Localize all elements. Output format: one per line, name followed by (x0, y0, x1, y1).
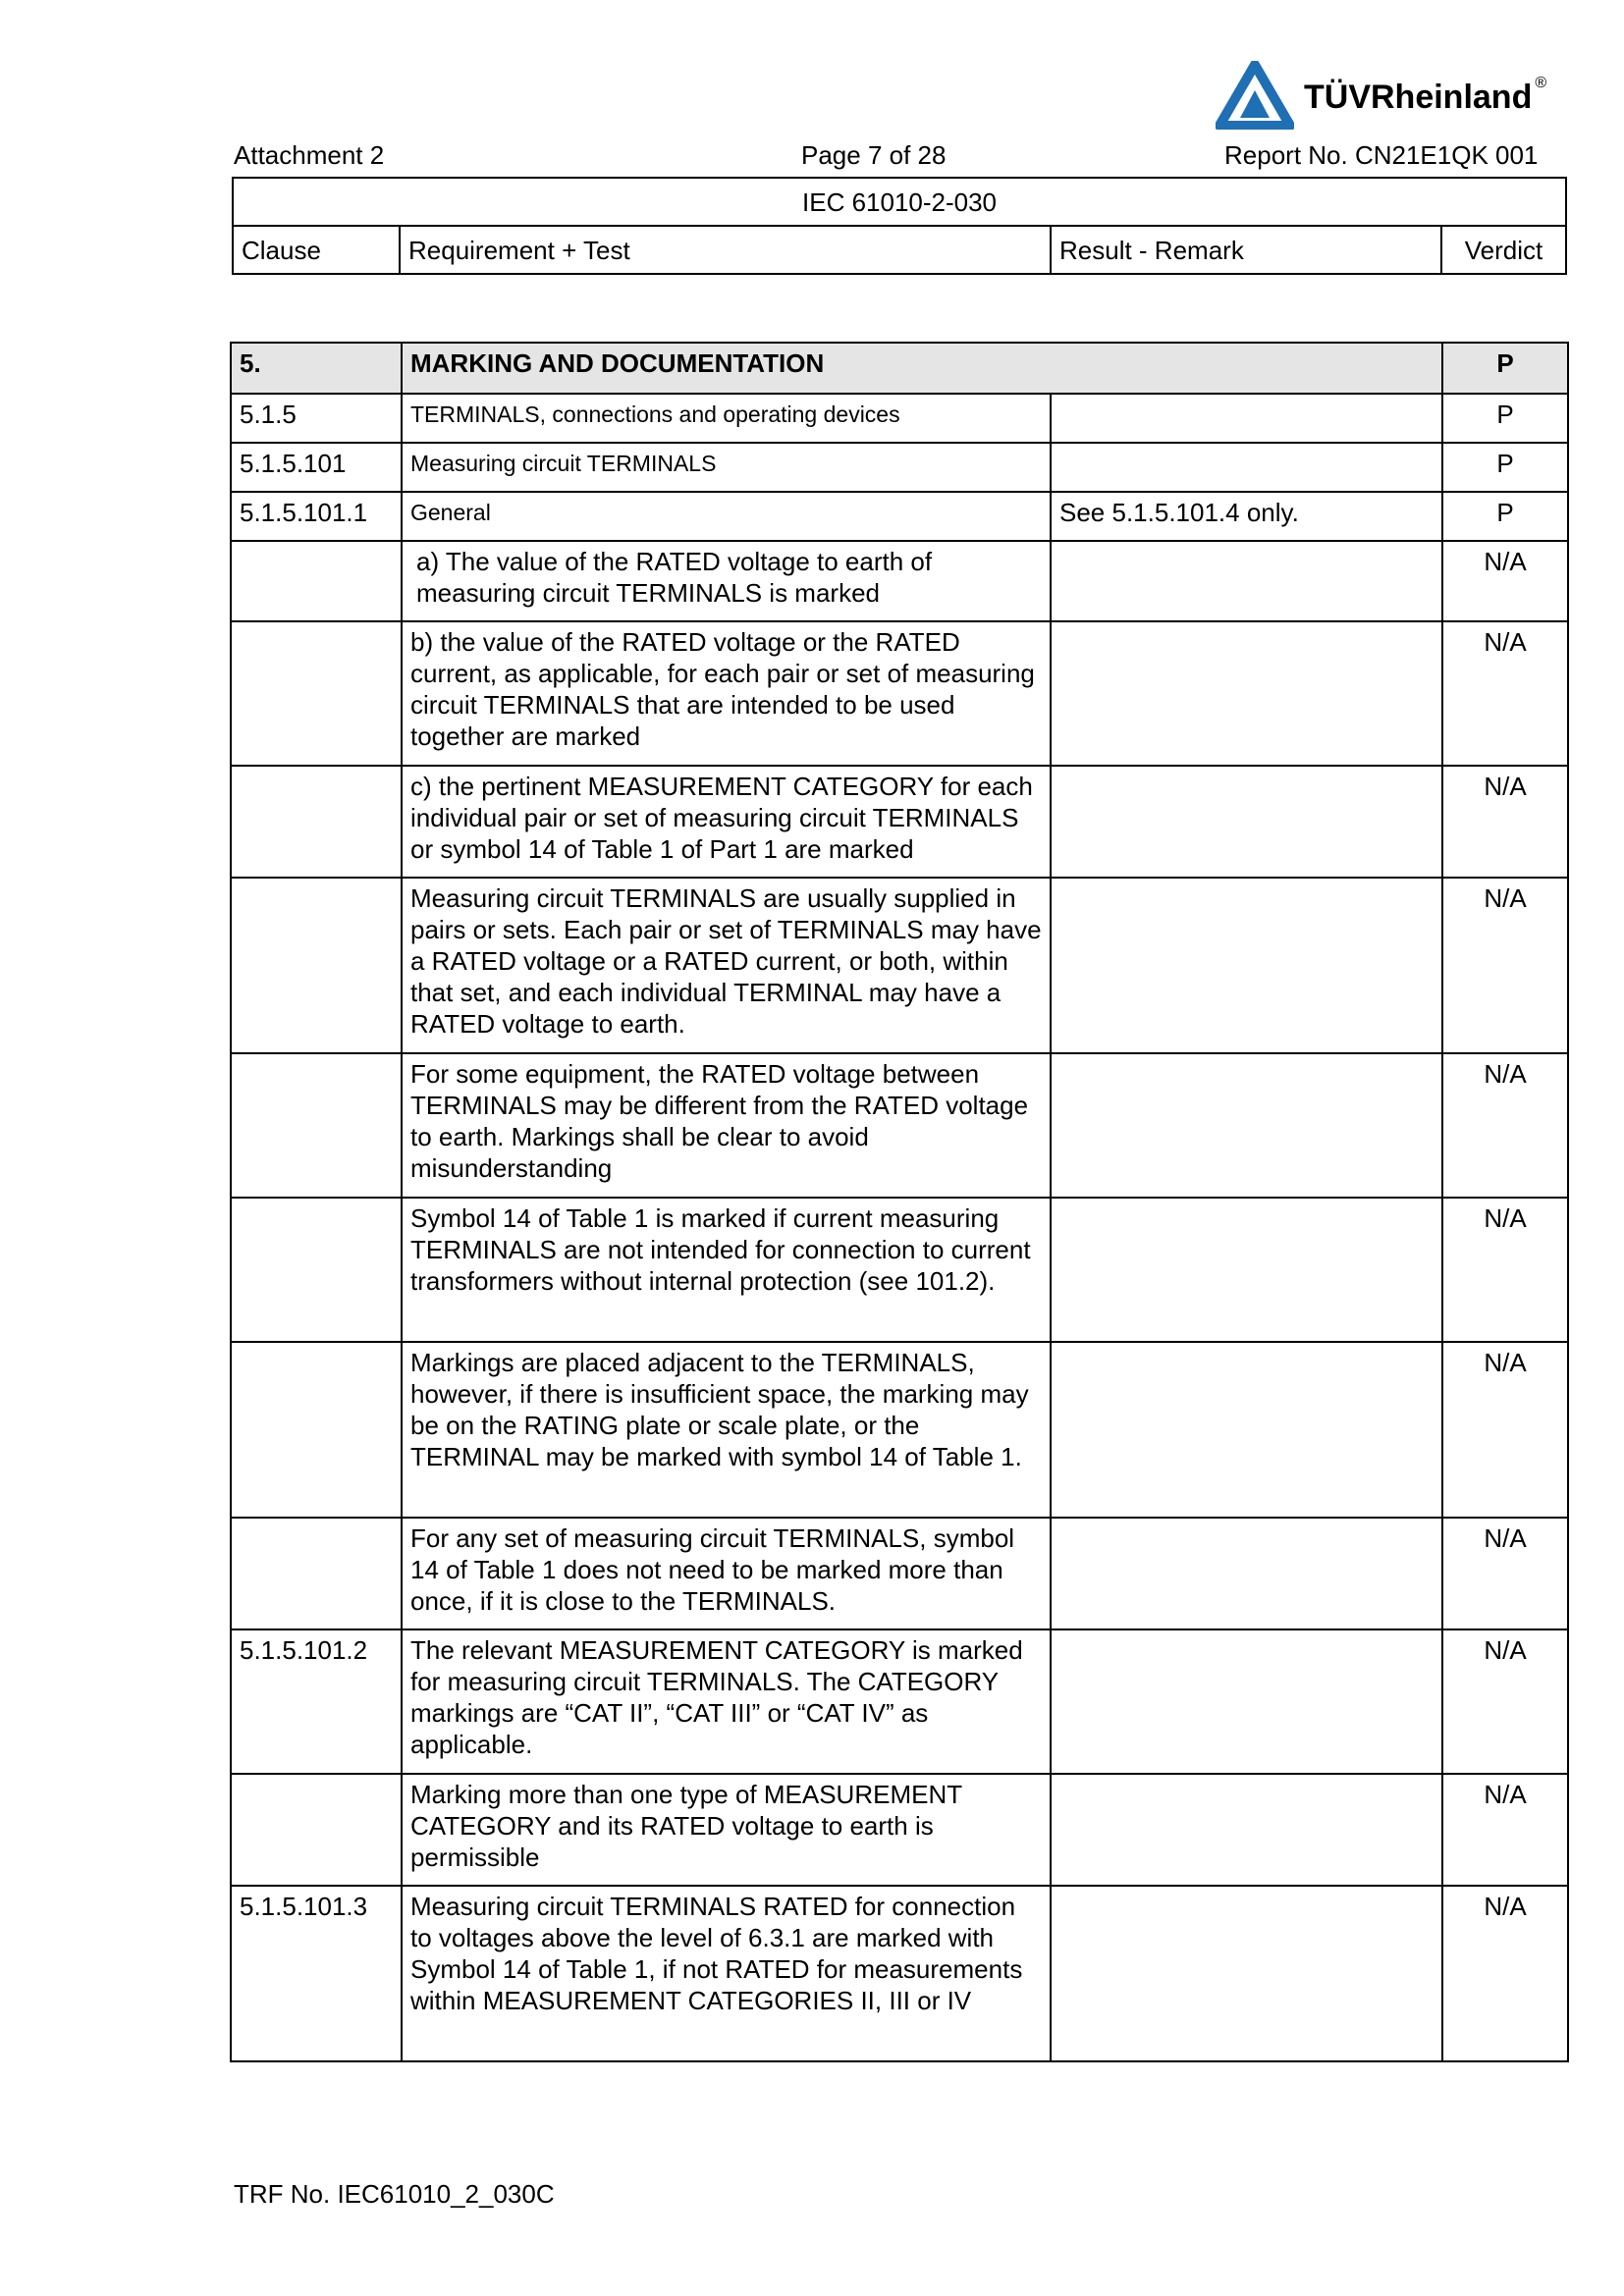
table-row (231, 492, 1568, 541)
table-row (231, 1053, 1568, 1198)
clause-cell (231, 1053, 402, 1198)
result-cell (1051, 1342, 1442, 1518)
col-header-verdict: Verdict (1441, 226, 1566, 274)
verdict-cell: P (1442, 443, 1568, 492)
table-row (231, 766, 1568, 878)
result-cell (1051, 1053, 1442, 1198)
registered-mark: ® (1535, 75, 1547, 91)
verdict-cell: N/A (1442, 1774, 1568, 1886)
result-cell (1051, 443, 1442, 492)
verdict-cell: N/A (1442, 1886, 1568, 2061)
trf-number: TRF No. IEC61010_2_030C (234, 2179, 555, 2209)
clause-cell: 5.1.5.101.2 (231, 1629, 402, 1774)
page-number: Page 7 of 28 (801, 140, 947, 170)
requirement-cell: Measuring circuit TERMINALS are usually supplied in pairs or sets. Each pair or set of TERMINALS may have a RATED voltage or a RATED current, or both, within that set, and each individual TERMINAL may have a RATED voltage to earth. (402, 878, 1051, 1053)
verdict-cell: N/A (1442, 541, 1568, 621)
table-row (231, 343, 1568, 394)
verdict-cell: N/A (1442, 1053, 1568, 1198)
result-cell (1051, 621, 1442, 766)
result-cell (1051, 878, 1442, 1053)
col-header-result: Result - Remark (1051, 226, 1441, 274)
table-row (231, 1886, 1568, 2061)
requirement-cell: Markings are placed adjacent to the TERMINALS, however, if there is insufficient space, the marking may be on the RATING plate or scale plate, or the TERMINAL may be marked with symbol 14 of Table 1. (402, 1342, 1051, 1518)
verdict-cell: N/A (1442, 1342, 1568, 1518)
clause-cell: 5. (231, 343, 402, 394)
requirement-cell: General (402, 492, 1051, 541)
result-cell (1051, 394, 1442, 443)
requirement-cell: Symbol 14 of Table 1 is marked if current measuring TERMINALS are not intended for connection to current transformers without internal protection (see 101.2). (402, 1198, 1051, 1342)
result-cell (1051, 1198, 1442, 1342)
attachment-label: Attachment 2 (234, 140, 385, 170)
verdict-cell: N/A (1442, 878, 1568, 1053)
col-header-clause: Clause (233, 226, 400, 274)
tuv-triangle-icon (1216, 61, 1294, 130)
table-row (231, 541, 1568, 621)
clause-cell (231, 541, 402, 621)
verdict-cell: N/A (1442, 621, 1568, 766)
verdict-cell: N/A (1442, 1198, 1568, 1342)
col-header-requirement: Requirement + Test (400, 226, 1051, 274)
result-cell (1051, 1629, 1442, 1774)
clause-cell (231, 1774, 402, 1886)
clause-cell: 5.1.5 (231, 394, 402, 443)
table-row (231, 878, 1568, 1053)
clause-cell (231, 1198, 402, 1342)
requirement-cell: a) The value of the RATED voltage to earth of measuring circuit TERMINALS is marked (402, 541, 1051, 621)
requirement-cell: The relevant MEASUREMENT CATEGORY is marked for measuring circuit TERMINALS. The CATEGORY markings are “CAT II”, “CAT III” or “CAT IV” as applicable. (402, 1629, 1051, 1774)
verdict-cell: N/A (1442, 1629, 1568, 1774)
verdict-cell: N/A (1442, 766, 1568, 878)
table-row (231, 1198, 1568, 1342)
clause-table (230, 342, 1569, 2062)
clause-cell (231, 878, 402, 1053)
requirement-cell: MARKING AND DOCUMENTATION (402, 343, 1442, 394)
result-cell: See 5.1.5.101.4 only. (1051, 492, 1442, 541)
result-cell (1051, 1518, 1442, 1629)
requirement-cell: Marking more than one type of MEASUREMENT CATEGORY and its RATED voltage to earth is permissible (402, 1774, 1051, 1886)
report-number: Report No. CN21E1QK 001 (1224, 140, 1539, 170)
table-row (231, 621, 1568, 766)
table-row (231, 1774, 1568, 1886)
tuv-rheinland-logo (1216, 61, 1569, 130)
result-cell (1051, 766, 1442, 878)
requirement-cell: For any set of measuring circuit TERMINALS, symbol 14 of Table 1 does not need to be marked more than once, if it is close to the TERMINALS. (402, 1518, 1051, 1629)
verdict-cell: P (1442, 343, 1568, 394)
clause-cell (231, 1342, 402, 1518)
requirement-cell: c) the pertinent MEASUREMENT CATEGORY for each individual pair or set of measuring circuit TERMINALS or symbol 14 of Table 1 of Part 1 are marked (402, 766, 1051, 878)
requirement-cell: TERMINALS, connections and operating devices (402, 394, 1051, 443)
clause-cell (231, 766, 402, 878)
verdict-cell: N/A (1442, 1518, 1568, 1629)
table-row (231, 1518, 1568, 1629)
clause-cell: 5.1.5.101 (231, 443, 402, 492)
clause-cell (231, 1518, 402, 1629)
requirement-cell: Measuring circuit TERMINALS RATED for connection to voltages above the level of 6.3.1 are marked with Symbol 14 of Table 1, if not RATED for measurements within MEASUREMENT CATEGORIES II, III or IV (402, 1886, 1051, 2061)
clause-cell: 5.1.5.101.1 (231, 492, 402, 541)
standard-title: IEC 61010-2-030 (233, 178, 1566, 226)
requirement-cell: b) the value of the RATED voltage or the RATED current, as applicable, for each pair or set of measuring circuit TERMINALS that are intended to be used together are marked (402, 621, 1051, 766)
requirement-cell: For some equipment, the RATED voltage between TERMINALS may be different from the RATED voltage to earth. Markings shall be clear to avoid misunderstanding (402, 1053, 1051, 1198)
clause-cell (231, 621, 402, 766)
verdict-cell: P (1442, 492, 1568, 541)
brand-name: TÜVRheinland (1304, 79, 1533, 116)
requirement-cell: Measuring circuit TERMINALS (402, 443, 1051, 492)
table-row (231, 394, 1568, 443)
clause-cell: 5.1.5.101.3 (231, 1886, 402, 2061)
result-cell (1051, 1774, 1442, 1886)
verdict-cell: P (1442, 394, 1568, 443)
header-table (232, 177, 1567, 275)
table-row (231, 1629, 1568, 1774)
result-cell (1051, 541, 1442, 621)
table-row (231, 443, 1568, 492)
table-row (231, 1342, 1568, 1518)
result-cell (1051, 1886, 1442, 2061)
